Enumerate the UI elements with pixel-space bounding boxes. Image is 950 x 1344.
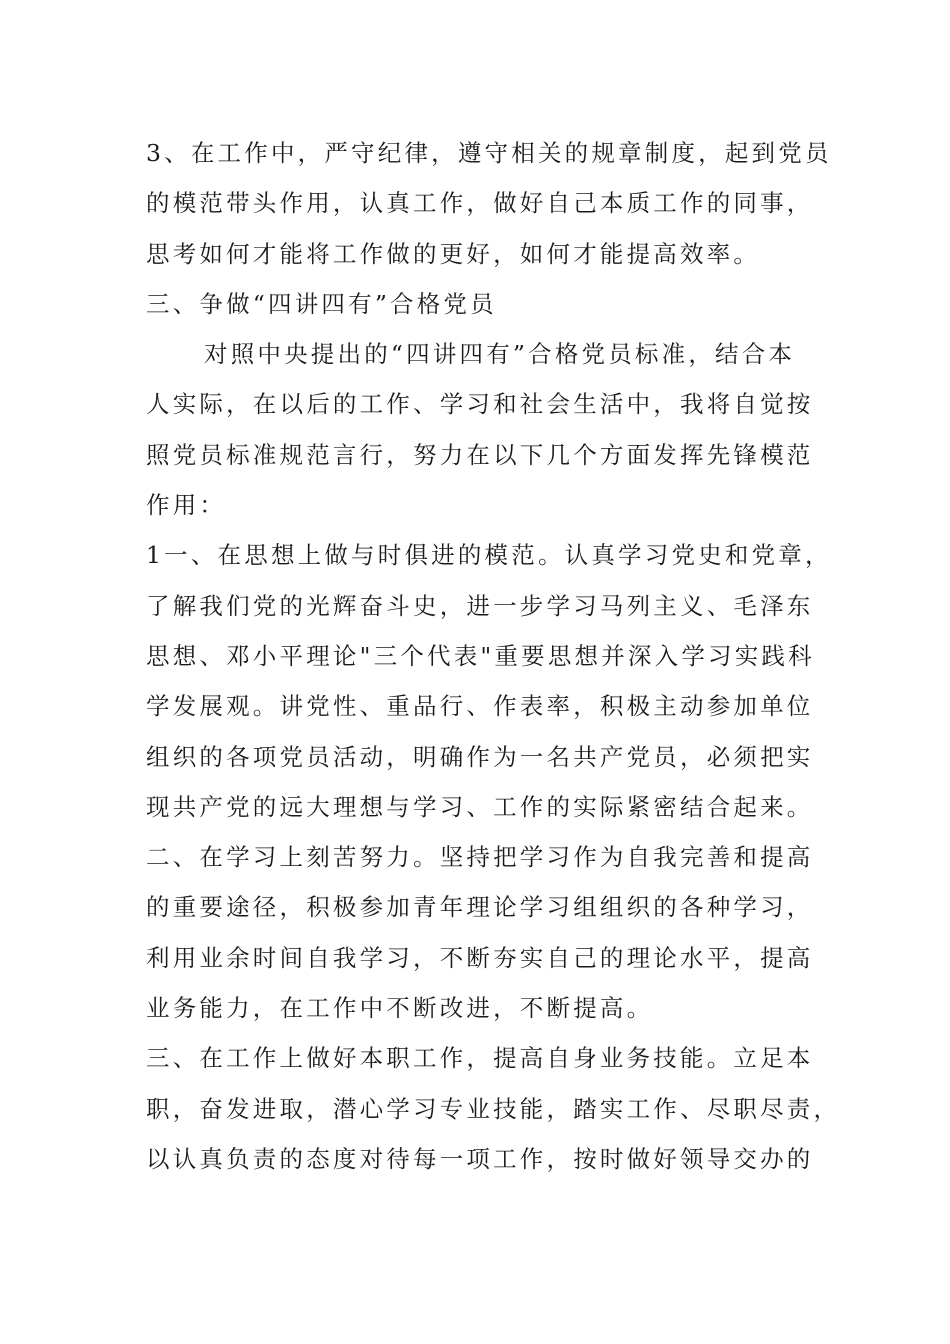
text-line: 作用：: [146, 491, 227, 520]
text-line: 1一、在思想上做与时俱进的模范。认真学习党史和党章，: [146, 541, 832, 570]
text-line: 利用业余时间自我学习，不断夯实自己的理论水平，提高: [146, 943, 814, 972]
document-body: [146, 128, 841, 1184]
text-line: 现共产党的远大理想与学习、工作的实际紧密结合起来。: [146, 792, 814, 821]
text-line: 的模范带头作用，认真工作，做好自己本质工作的同事，: [146, 189, 814, 218]
text-line: 的重要途径，积极参加青年理论学习组组织的各种学习，: [146, 893, 814, 922]
text-line: 照党员标准规范言行，努力在以下几个方面发挥先锋模范: [146, 440, 814, 469]
text-line: 二、在学习上刻苦努力。坚持把学习作为自我完善和提高: [146, 843, 814, 872]
text-line: 了解我们党的光辉奋斗史，进一步学习马列主义、毛泽东: [146, 591, 814, 620]
text-line: 以认真负责的态度对待每一项工作，按时做好领导交办的: [146, 1144, 814, 1173]
text-line: 人实际，在以后的工作、学习和社会生活中，我将自觉按: [146, 390, 814, 419]
section-heading: 三、争做“四讲四有”合格党员: [146, 289, 497, 318]
text-line: 对照中央提出的“四讲四有”合格党员标准，结合本: [204, 340, 796, 369]
text-line: 3、在工作中，严守纪律，遵守相关的规章制度，起到党员: [146, 139, 832, 167]
text-line: 职，奋发进取，潜心学习专业技能，踏实工作、尽职尽责，: [146, 1094, 841, 1123]
text-line: 三、在工作上做好本职工作，提高自身业务技能。立足本: [146, 1044, 814, 1073]
text-line: 组织的各项党员活动，明确作为一名共产党员，必须把实: [146, 742, 814, 771]
text-line: 学发展观。讲党性、重品行、作表率，积极主动参加单位: [146, 692, 814, 721]
text-line: 思想、邓小平理论"三个代表"重要思想并深入学习实践科: [146, 641, 815, 670]
text-line: 业务能力，在工作中不断改进，不断提高。: [146, 994, 654, 1023]
text-line: 思考如何才能将工作做的更好，如何才能提高效率。: [146, 239, 761, 268]
